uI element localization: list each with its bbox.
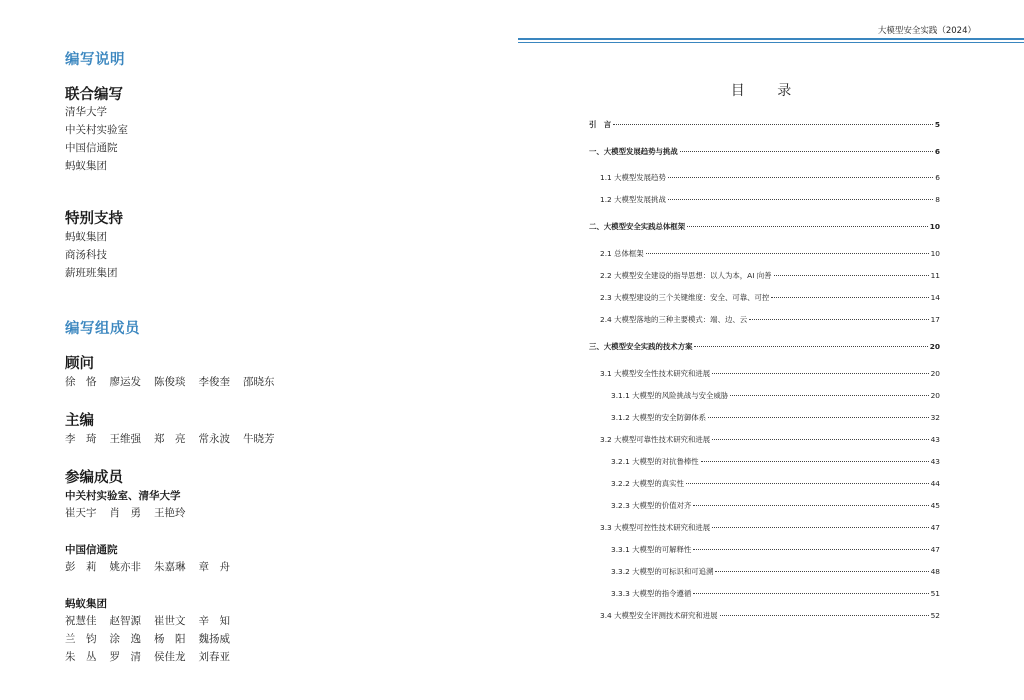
toc-entry-page: 17 bbox=[930, 315, 940, 324]
toc-entry[interactable] bbox=[589, 221, 940, 231]
toc-entry-page: 6 bbox=[934, 147, 940, 156]
toc-leader-dots bbox=[720, 615, 929, 616]
toc-leader-dots bbox=[613, 124, 933, 125]
editors-names bbox=[65, 431, 288, 446]
toc-entry-page: 11 bbox=[930, 271, 940, 280]
person-name: 徐 恪 bbox=[65, 376, 97, 388]
contributors-heading: 参编成员 bbox=[65, 470, 123, 486]
toc-entry[interactable] bbox=[589, 119, 940, 129]
toc-leader-dots bbox=[712, 527, 928, 528]
toc-leader-dots bbox=[708, 417, 929, 418]
toc-leader-dots bbox=[712, 373, 928, 374]
contributor-names bbox=[65, 613, 243, 628]
section-title-writing-notes: 编写说明 bbox=[65, 52, 125, 68]
joint-heading: 联合编写 bbox=[65, 87, 123, 103]
toc-entry[interactable] bbox=[600, 522, 940, 532]
toc-entry[interactable] bbox=[600, 194, 940, 204]
toc-entry-label: 3.3.1 大模型的可解释性 bbox=[611, 545, 692, 554]
toc-entry-label: 3.2.2 大模型的真实性 bbox=[611, 479, 684, 488]
person-name: 姚亦非 bbox=[109, 561, 141, 573]
person-name: 牛晓芳 bbox=[243, 433, 275, 445]
toc-entry[interactable] bbox=[600, 248, 940, 258]
toc-entry[interactable] bbox=[600, 172, 940, 182]
person-name: 肖 勇 bbox=[109, 507, 141, 519]
toc-leader-dots bbox=[749, 319, 928, 320]
person-name: 罗 清 bbox=[109, 651, 141, 663]
person-name: 侯佳龙 bbox=[154, 651, 186, 663]
toc-leader-dots bbox=[715, 571, 928, 572]
toc-leader-dots bbox=[686, 483, 929, 484]
toc-entry-page: 43 bbox=[930, 435, 940, 444]
contributor-names bbox=[65, 649, 243, 664]
toc-entry-page: 52 bbox=[930, 611, 940, 620]
toc-entry-label: 3.2.3 大模型的价值对齐 bbox=[611, 501, 692, 510]
toc-entry[interactable] bbox=[611, 566, 940, 576]
toc-entry[interactable] bbox=[611, 456, 940, 466]
toc-entry-label: 2.3 大模型建设的三个关键维度：安全、可靠、可控 bbox=[600, 293, 770, 302]
toc-entry-label: 二、大模型安全实践总体框架 bbox=[589, 222, 686, 231]
contributor-org: 蚂蚁集团 bbox=[65, 598, 107, 610]
toc-entry-page: 14 bbox=[930, 293, 940, 302]
advisors-names bbox=[65, 374, 288, 389]
toc-entry-page: 20 bbox=[930, 391, 940, 400]
toc-leader-dots bbox=[693, 549, 928, 550]
toc-leader-dots bbox=[668, 177, 933, 178]
toc-entry[interactable] bbox=[600, 368, 940, 378]
toc-entry-label: 2.2 大模型安全建设的指导思想：以人为本，AI 向善 bbox=[600, 271, 772, 280]
editors-heading: 主编 bbox=[65, 413, 94, 429]
toc-entry[interactable] bbox=[600, 314, 940, 324]
joint-item: 中国信通院 bbox=[65, 142, 118, 154]
person-name: 郑 亮 bbox=[154, 433, 186, 445]
toc-entry-label: 3.3.3 大模型的指令遵循 bbox=[611, 589, 692, 598]
toc-leader-dots bbox=[646, 253, 929, 254]
person-name: 刘春亚 bbox=[198, 651, 230, 663]
person-name: 李 琦 bbox=[65, 433, 97, 445]
contributor-org: 中国信通院 bbox=[65, 544, 118, 556]
header-rule bbox=[518, 42, 1024, 43]
toc-entry-label: 1.2 大模型发展挑战 bbox=[600, 195, 666, 204]
advisors-heading: 顾问 bbox=[65, 356, 94, 372]
toc-entry-page: 51 bbox=[930, 589, 940, 598]
toc-leader-dots bbox=[730, 395, 928, 396]
person-name: 朱嘉琳 bbox=[154, 561, 186, 573]
toc-entry-page: 10 bbox=[930, 249, 940, 258]
header-rule bbox=[518, 38, 1024, 40]
person-name: 崔天宇 bbox=[65, 507, 97, 519]
toc-entry-page: 8 bbox=[935, 195, 940, 204]
toc-leader-dots bbox=[693, 593, 928, 594]
person-name: 祝慧佳 bbox=[65, 615, 97, 627]
toc-leader-dots bbox=[712, 439, 928, 440]
person-name: 章 舟 bbox=[198, 561, 230, 573]
joint-item: 清华大学 bbox=[65, 106, 107, 118]
toc-entry-page: 47 bbox=[930, 545, 940, 554]
person-name: 涂 逸 bbox=[109, 633, 141, 645]
support-item: 蚂蚁集团 bbox=[65, 231, 107, 243]
person-name: 崔世文 bbox=[154, 615, 186, 627]
toc-entry-label: 3.1.1 大模型的风险挑战与安全威胁 bbox=[611, 391, 729, 400]
toc-entry-page: 47 bbox=[930, 523, 940, 532]
person-name: 彭 莉 bbox=[65, 561, 97, 573]
toc-entry-label: 3.2 大模型可靠性技术研究和进展 bbox=[600, 435, 711, 444]
contributor-names bbox=[65, 631, 243, 646]
joint-item: 中关村实验室 bbox=[65, 124, 128, 136]
section-title-team: 编写组成员 bbox=[65, 321, 140, 337]
person-name: 王艳玲 bbox=[154, 507, 186, 519]
toc-entry-label: 3.1.2 大模型的安全防御体系 bbox=[611, 413, 707, 422]
toc-leader-dots bbox=[687, 226, 928, 227]
toc-entry-label: 3.3 大模型可控性技术研究和进展 bbox=[600, 523, 711, 532]
toc-leader-dots bbox=[774, 275, 929, 276]
person-name: 李俊奎 bbox=[198, 376, 230, 388]
toc-entry-page: 20 bbox=[930, 369, 940, 378]
person-name: 兰 钧 bbox=[65, 633, 97, 645]
joint-item: 蚂蚁集团 bbox=[65, 160, 107, 172]
toc-entry[interactable] bbox=[611, 390, 940, 400]
toc-leader-dots bbox=[701, 461, 929, 462]
toc-entry[interactable] bbox=[611, 478, 940, 488]
contributor-names bbox=[65, 505, 199, 520]
person-name: 邵晓东 bbox=[243, 376, 275, 388]
person-name: 陈俊琰 bbox=[154, 376, 186, 388]
toc-entry[interactable] bbox=[611, 500, 940, 510]
toc-entry[interactable] bbox=[600, 292, 940, 302]
toc-entry-label: 3.2.1 大模型的对抗鲁棒性 bbox=[611, 457, 699, 466]
toc-leader-dots bbox=[694, 346, 927, 347]
toc-leader-dots bbox=[771, 297, 928, 298]
toc-entry-page: 45 bbox=[930, 501, 940, 510]
toc-entry-label: 3.3.2 大模型的可标识和可追溯 bbox=[611, 567, 714, 576]
toc-leader-dots bbox=[668, 199, 933, 200]
person-name: 廖运发 bbox=[109, 376, 141, 388]
toc-title: 目 录 bbox=[730, 83, 806, 99]
support-heading: 特别支持 bbox=[65, 211, 123, 227]
toc-entry-page: 5 bbox=[934, 120, 940, 129]
toc-entry[interactable] bbox=[611, 588, 940, 598]
toc-entry-page: 44 bbox=[930, 479, 940, 488]
person-name: 辛 知 bbox=[198, 615, 230, 627]
toc-entry[interactable] bbox=[600, 270, 940, 280]
toc-entry-label: 2.4 大模型落地的三种主要模式：端、边、云 bbox=[600, 315, 748, 324]
right-page bbox=[512, 0, 1024, 700]
toc-entry[interactable] bbox=[589, 146, 940, 156]
person-name: 王维强 bbox=[109, 433, 141, 445]
toc-entry-page: 20 bbox=[929, 342, 940, 351]
person-name: 赵智源 bbox=[109, 615, 141, 627]
toc-entry-label: 2.1 总体框架 bbox=[600, 249, 644, 258]
toc-entry-page: 48 bbox=[930, 567, 940, 576]
running-header: 大模型安全实践（2024） bbox=[877, 26, 976, 36]
toc-entry-label: 1.1 大模型发展趋势 bbox=[600, 173, 666, 182]
toc-leader-dots bbox=[693, 505, 928, 506]
toc-entry-page: 32 bbox=[930, 413, 940, 422]
toc-entry-label: 一、大模型发展趋势与挑战 bbox=[589, 147, 678, 156]
toc-entry-label: 三、大模型安全实践的技术方案 bbox=[589, 342, 693, 351]
toc-entry-page: 6 bbox=[935, 173, 940, 182]
toc-entry-label: 3.1 大模型安全性技术研究和进展 bbox=[600, 369, 711, 378]
contributor-names bbox=[65, 559, 243, 574]
toc-entry[interactable] bbox=[611, 544, 940, 554]
toc-entry[interactable] bbox=[589, 341, 940, 351]
contributor-org: 中关村实验室、清华大学 bbox=[65, 490, 181, 502]
toc-entry[interactable] bbox=[600, 434, 940, 444]
toc-entry-label: 3.4 大模型安全评测技术研究和进展 bbox=[600, 611, 718, 620]
toc-entry[interactable] bbox=[611, 412, 940, 422]
toc-leader-dots bbox=[680, 151, 933, 152]
person-name: 朱 丛 bbox=[65, 651, 97, 663]
support-item: 薪班班集团 bbox=[65, 267, 118, 279]
person-name: 魏扬威 bbox=[198, 633, 230, 645]
support-item: 商汤科技 bbox=[65, 249, 107, 261]
toc-entry-page: 43 bbox=[930, 457, 940, 466]
toc-entry-page: 10 bbox=[929, 222, 940, 231]
person-name: 常永波 bbox=[198, 433, 230, 445]
person-name: 杨 阳 bbox=[154, 633, 186, 645]
toc-entry[interactable] bbox=[600, 610, 940, 620]
toc-entry-label: 引 言 bbox=[589, 120, 612, 129]
